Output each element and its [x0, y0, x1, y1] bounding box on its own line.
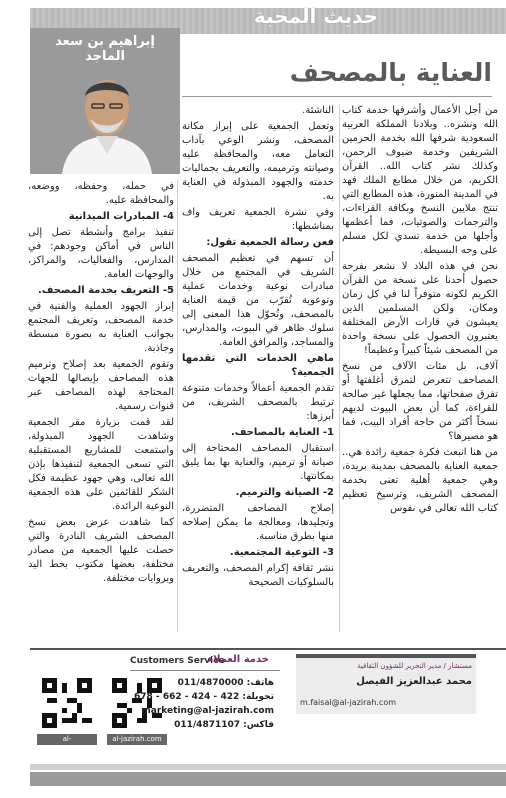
qr-code-online[interactable] — [42, 678, 92, 728]
qr-icon — [112, 678, 162, 728]
paragraph: كما شاهدت عرض بعض نسخ المصحف الشريف النادرة والتي حصلت عليها الجمعية من مصادر مختلفة، بعضها مكتوب بخط اليد وبروايات مختلفة. — [28, 517, 174, 584]
list-heading: 1- العناية بالمصاحف. — [230, 427, 334, 438]
marketing-email[interactable]: marketing@al-jazirah.com — [141, 706, 274, 716]
author-portrait — [52, 66, 162, 174]
paragraph: إبراز الجهود العملية والفنية في خدمة المصحف، وتعريف المجتمع بجوانب العناية به بصورة مبسطة وجاذبة. — [28, 301, 174, 354]
paragraph: إصلاح المصاحف المتضررة، وتجليدها، ومعالجة ما يمكن إصلاحه منها بطرق مناسبة. — [182, 503, 334, 542]
paragraph: تقدم الجمعية أعمالاً وخدمات متنوعة ترتبط بالمصحف الشريف، من أبرزها: — [182, 383, 334, 422]
qr-icon — [42, 678, 92, 728]
paragraph: وفي نشرة الجمعية تعريف واف بمناشطها: — [182, 207, 334, 232]
article-column-3 — [28, 180, 174, 632]
paragraph: وتقوم الجمعية بعد إصلاح وترميم هذه المصاحف بإيصالها للجهات المحتاجة لهذه المصاحف عبر قنوات رسمية. — [28, 359, 174, 412]
paragraph: في حمله، وحفظه، ووضعه، والمحافظة عليه. — [28, 181, 174, 206]
fax-number: فاكس: 011/4871107 — [174, 720, 274, 730]
article-column-2 — [182, 104, 334, 632]
title-rule — [182, 96, 492, 97]
editor-contact-box — [296, 654, 476, 714]
paragraph: استقبال المصاحف المحتاجة إلى صيانة أو ترميم، والعناية بها بما يليق بمكانتها. — [182, 443, 334, 482]
subheading: فعن رسالة الجمعية تقول: — [206, 237, 334, 248]
paragraph: وتعمل الجمعية على إبراز مكانة المصحف، ونشر الوعي بآداب التعامل معه، والمحافظة عليه وصيانته وترميمه، والتعريف بجماليات خدمته والجهود المبذولة في العناية به. — [182, 121, 334, 202]
editor-name: محمد عبدالعزيز الفيصل — [356, 676, 472, 687]
list-heading: 2- الصيانة والترميم. — [235, 487, 334, 498]
section-title: حديث المحبة — [253, 4, 378, 28]
customers-service-label: Customers Service — [130, 656, 225, 666]
author-name-line1: إبراهيم بن سعد — [55, 34, 155, 49]
editor-role: مستشار / مدير التحرير للشؤون الثقافية — [357, 662, 472, 670]
list-heading: 3- التوعية المجتمعية. — [229, 547, 334, 558]
editor-email[interactable]: m.faisal@al-jazirah.com — [300, 698, 397, 707]
author-box — [30, 28, 180, 174]
qr-code-site[interactable] — [112, 678, 162, 728]
paragraph: الناشئة. — [302, 105, 334, 116]
author-name — [30, 34, 180, 64]
qr-label: al-jazirah.com — [107, 734, 167, 745]
extension-numbers: تحويلة: 422 - 424 - 662 - 678 — [134, 692, 274, 702]
phone-number: هاتف: 011/4870000 — [177, 678, 274, 688]
author-name-line2: الماجد — [85, 49, 125, 64]
article-title: العناية بالمصحف — [289, 58, 492, 87]
subheading: ماهي الخدمات التي تقدمها الجمعية؟ — [182, 353, 334, 378]
paragraph: نحن في هذه البلاد لا نشعر بفرحة حصول أحدنا على نسخة من القرآن الكريم لكونه متوفراً لنا في كل زمان ومكان، ولكن المسلمين الذين يعيشون في قارات الأرض المختلفة يعتبرون الحصول على نسخة واحدة من المصحف شيئاً كبيراً وعظيماً! — [342, 261, 498, 356]
paragraph: تنفيذ برامج وأنشطة تصل إلى الناس في أماكن وجودهم: في المدارس، والفعاليات، والمراكز، والوجهات العامة. — [28, 227, 174, 280]
customers-service-label-ar: خدمة العملاء — [208, 654, 269, 665]
qr-label: al-jazirahonline.com — [37, 735, 99, 754]
paragraph: من أجل الأعمال وأشرفها خدمة كتاب الله ونشره.. وبلادنا المملكة العربية السعودية شرفها الله بخدمة الحرمين الشريفين وخدمة ضيوف الرحمن، وكذلك نشر كتاب الله.. القرآن الكريم، من خلال مطابع الملك فهد في المدينة المنورة، هذه المطابع التي تنتج ملايين النسخ وبكافة القراءات، والترجمات والصوتيات، فما أعظمها وأجلها من خدمة تسدي لكل مسلم على وجه البسيطة. — [342, 105, 498, 256]
list-heading: 5- التعريف بخدمة المصحف. — [37, 285, 174, 296]
paragraph: لقد قمت بزيارة مقر الجمعية وشاهدت الجهود المبذولة، واستمعت للمشاريع المستقبلية التي تسعى الجمعية لتنفيذها بإذن الله تعالى، وهي جهود عظيمة فكل الشكر للقائمين على هذه الجمعية النوعية الرائدة. — [28, 417, 174, 512]
bottom-band — [30, 772, 506, 786]
bottom-band-light — [30, 764, 506, 770]
paragraph: نشر ثقافة إكرام المصحف، والتعريف بالسلوكيات الصحيحة — [182, 563, 334, 588]
paragraph: آلاف، بل مئات الآلاف من نسخ المصاحف تتعرض لتمزق أغلفتها أو تفرق صفحاتها، مما يجعلها غير صالحة للقراءة، كما أن بعض البيوت لديهم نسخاً أكثر من حاجة أفراد البيت، فما هو مصيرها؟ — [342, 361, 498, 442]
customers-service-rule — [130, 670, 280, 671]
paragraph: من هنا انبعث فكرة جمعية رائدة هي.. جمعية العناية بالمصحف بمدينة بريدة، وهي جمعية أهلية تعنى بخدمة المصحف الشريف، وترسيخ تعظيم كتاب الله تعالى في نفوس — [342, 447, 498, 514]
column-divider — [177, 180, 178, 632]
column-divider — [339, 104, 340, 632]
article-column-1 — [342, 104, 498, 632]
list-heading: 4- المبادرات الميدانية — [68, 211, 174, 222]
paragraph: أن تسهم في تعظيم المصحف الشريف في المجتمع من خلال مبادرات نوعية وخدمات عملية وتوعوية تُقرّب من قيمة العناية بالمصحف، وتُحوّل هذا المعنى إلى سلوك ظاهر في البيوت، والمدارس، والمساجد، والمرافق العامة. — [182, 253, 334, 348]
